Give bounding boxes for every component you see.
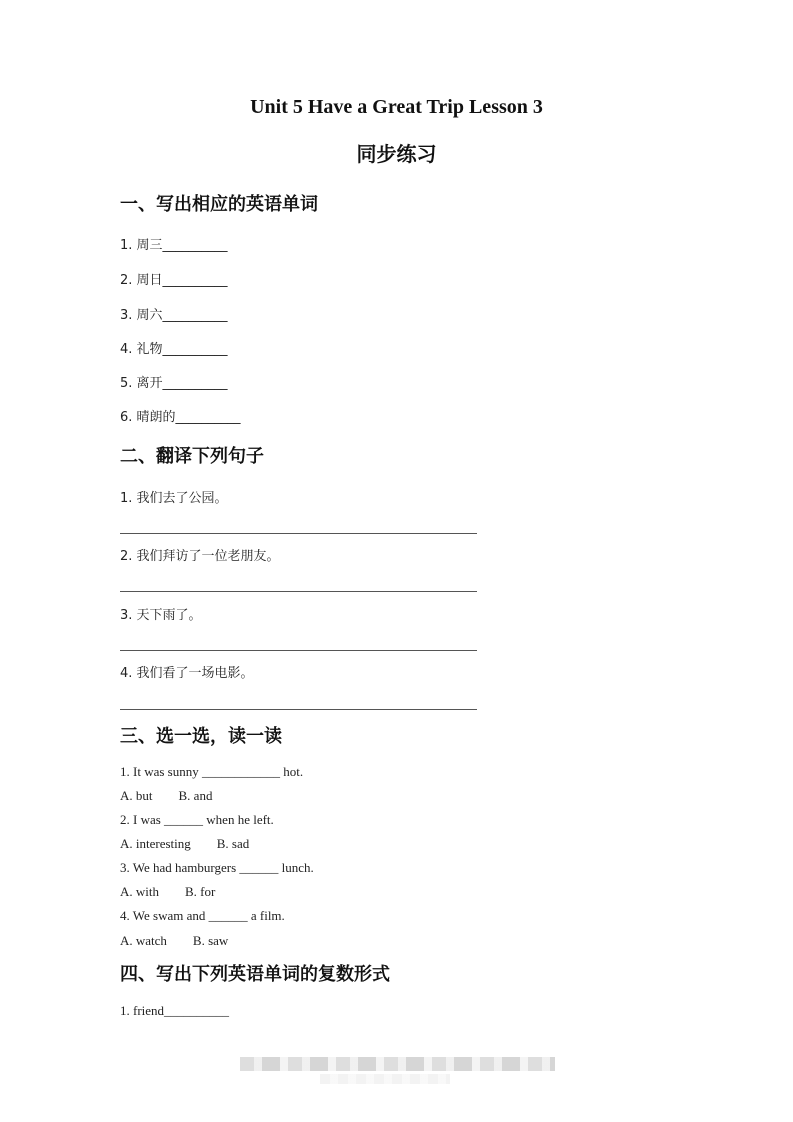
section-2-item: 3. 天下雨了。 <box>120 608 202 623</box>
question-line: 3. We had hamburgers ______ lunch. <box>120 860 314 875</box>
section-4-heading: 四、写出下列英语单词的复数形式 <box>120 964 390 985</box>
section-2-item: 4. 我们看了一场电影。 <box>120 666 254 681</box>
section-2-item: 2. 我们拜访了一位老朋友。 <box>120 549 280 564</box>
question-line: 2. I was ______ when he left. <box>120 812 274 827</box>
section-1-item: 1. 周三__________ <box>120 238 228 253</box>
options-line: A. but B. and <box>120 788 213 803</box>
section-2-heading: 二、翻译下列句子 <box>120 446 264 467</box>
document-subtitle: 同步练习 <box>356 142 437 166</box>
section-4-item: 1. friend__________ <box>120 1003 230 1018</box>
footer-watermark-sub <box>320 1074 450 1084</box>
section-1-item: 6. 晴朗的__________ <box>120 410 241 425</box>
section-1-heading: 一、写出相应的英语单词 <box>120 194 318 215</box>
section-1-item: 5. 离开__________ <box>120 376 228 391</box>
question-line: 4. We swam and ______ a film. <box>120 908 285 923</box>
answer-line <box>120 709 477 710</box>
section-1-item: 4. 礼物__________ <box>120 342 228 357</box>
question-line: 1. It was sunny ____________ hot. <box>120 764 304 779</box>
options-line: A. interesting B. sad <box>120 836 250 851</box>
answer-line <box>120 533 477 534</box>
answer-line <box>120 591 477 592</box>
options-line: A. with B. for <box>120 884 216 899</box>
document-title: Unit 5 Have a Great Trip Lesson 3 <box>250 96 543 118</box>
section-2-item: 1. 我们去了公园。 <box>120 491 228 506</box>
footer-watermark <box>240 1057 555 1071</box>
section-3-heading: 三、选一选，读一读 <box>120 726 282 747</box>
section-1-item: 2. 周日__________ <box>120 273 228 288</box>
options-line: A. watch B. saw <box>120 933 229 948</box>
answer-line <box>120 650 477 651</box>
section-1-item: 3. 周六__________ <box>120 308 228 323</box>
